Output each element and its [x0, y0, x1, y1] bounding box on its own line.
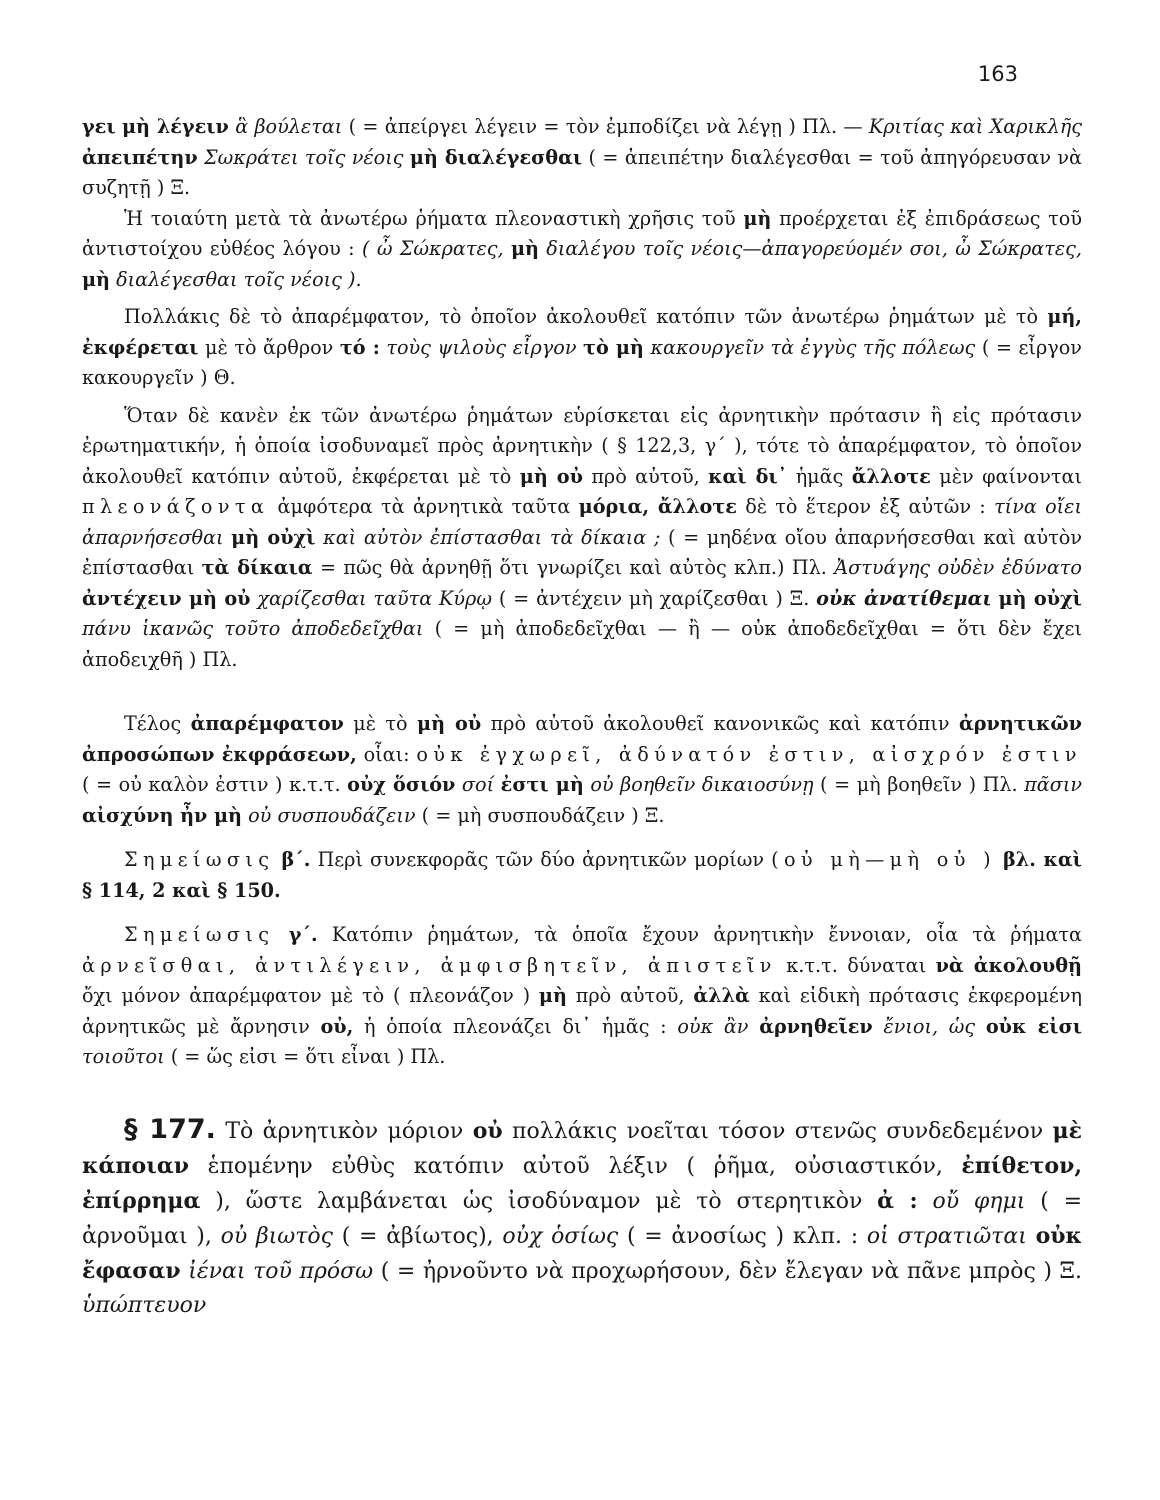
text-run: οὐκ ἐγχωρεῖ, ἀδύνατόν ἐστιν, αἰσχρόν ἐστιν	[416, 742, 1082, 766]
text-run: οὔ φημι	[932, 1188, 1026, 1214]
text-run: καὶ εἰδικὴ πρότασις ἐκφερομένη ἀρνητικῶς μὲ ἄρνησιν	[82, 984, 1082, 1038]
text-run: ἐπίθετον, ἐπίρρημα	[82, 1152, 1082, 1214]
text-run: ἃ βούλεται	[235, 115, 343, 138]
text-run: μὴ	[538, 984, 567, 1007]
text-run: οἷαι:	[363, 742, 410, 766]
text-run: τοὺς ψιλοὺς εἶργον	[386, 335, 577, 359]
text-run: ἀμφότερα τὰ ἀρνητικὰ ταῦτα	[277, 495, 571, 518]
text-run: οὐκ εἰσι	[985, 1014, 1083, 1038]
text-run: Σημείωσις	[124, 923, 275, 946]
text-run: ( = ἀπείργει λέγειν = τὸν ἐμποδίζει νὰ λέγῃ ) Πλ. —	[348, 115, 863, 138]
text-run: ἀντέχειν μὴ οὐ	[82, 586, 251, 610]
text-run: γ΄.	[288, 923, 318, 946]
text-run: οὐ βιωτὸς	[220, 1223, 333, 1249]
text-run: σοί	[461, 773, 495, 796]
text-run: κακουργεῖν τὰ ἐγγὺς τῆς πόλεως	[650, 335, 976, 359]
paragraph-4	[82, 401, 1082, 676]
text-run: τοιοῦτοι	[82, 1045, 165, 1068]
text-run: οὐκ ἔφασαν	[82, 1222, 1082, 1284]
text-run: οὐκ ἂν	[677, 1014, 749, 1038]
text-run: Τὸ ἀρνητικὸν μόριον	[225, 1118, 464, 1144]
text-run: τὰ δίκαια	[201, 556, 313, 579]
text-run: οὐχ ὁσίως	[502, 1223, 619, 1249]
text-run: ( = εἶργον κακουργεῖν ) Θ.	[82, 335, 1082, 389]
text-run: οἱ στρατιῶται	[866, 1223, 1027, 1249]
text-run: χαρίζεσθαι ταῦτα Κύρῳ	[257, 586, 492, 610]
text-run: ( = μηδένα οἴου ἀπαρνήσεσθαι καὶ αὐτὸν ἐπίστασθαι	[82, 525, 1082, 579]
text-run: ἀλλὰ	[693, 984, 750, 1007]
text-run: ( = μὴ συσπουδάζειν ) Ξ.	[421, 803, 665, 827]
text-run: πολλάκις νοεῖται τόσον στενῶς συνδεδεμένον	[512, 1118, 1044, 1144]
text-run: ἔνιοι, ὡς	[883, 1014, 976, 1038]
text-run: ἡ ὁποία πλεονάζει δι᾽ ἡμᾶς :	[363, 1014, 667, 1038]
text-run: ἀρνηθεῖεν	[759, 1014, 873, 1038]
paragraph-7	[82, 920, 1082, 1073]
text-run: ( = ἀνοσίως ) κλπ. :	[626, 1223, 859, 1249]
text-run: ( = ἀρνοῦμαι ),	[82, 1188, 1083, 1249]
text-run: ἰέναι τοῦ πρόσω	[188, 1258, 374, 1284]
text-run: οὐκ ἀνατίθεμαι	[816, 586, 992, 610]
text-run: πρὸ αὐτοῦ,	[575, 984, 685, 1007]
text-run: Περὶ συνεκφορᾶς τῶν δύο ἀρνητικῶν μορίων	[317, 848, 765, 871]
text-run: Κατόπιν ῥημάτων, τὰ ὁποῖα ἔχουν ἀρνητικὴν ἔννοιαν, οἷα τὰ ῥήματα	[331, 923, 1082, 946]
text-run: Σημείωσις	[124, 848, 275, 871]
text-run: μὲ κάποιαν	[82, 1117, 1082, 1179]
text-run: πᾶσιν	[1024, 773, 1083, 796]
text-run: μὴ διαλέγεσθαι	[409, 145, 583, 169]
text-run: ἑπομένην εὐθὺς κατόπιν αὐτοῦ λέξιν ( ῥῆμα, οὐσιαστικόν,	[207, 1153, 943, 1179]
text-run: ( = ἀντέχειν μὴ χαρίζεσθαι ) Ξ.	[498, 586, 810, 610]
text-run: διαλέγου τοῖς νέοις—ἀπαγορεύομέν σοι, ὦ Σώκρατες,	[546, 237, 1082, 260]
text-run: δὲ τὸ ἕτερον ἐξ αὐτῶν :	[745, 495, 986, 518]
text-run: καὶ δι᾽	[708, 464, 788, 488]
text-run: ἀπαρέμφατον	[190, 712, 344, 735]
text-run: πάνυ ἱκανῶς τοῦτο ἀποδεδεῖχθαι	[82, 617, 424, 640]
text-run: τίνα οἴει ἀπαρνήσεσθαι	[82, 495, 1082, 549]
text-run: ἡμᾶς	[795, 464, 844, 488]
text-run: ( = μὴ βοηθεῖν ) Πλ.	[820, 773, 1018, 796]
paragraph-2	[82, 204, 1082, 296]
text-run: προέρχεται ἐξ ἐπιδράσεως τοῦ ἀντιστοίχου εὐθέος λόγου :	[82, 206, 1083, 260]
text-run: γει	[82, 115, 116, 138]
text-run: ), ὥστε λαμβάνεται ὡς ἰσοδύναμον μὲ τὸ στερητικὸν	[215, 1188, 863, 1214]
text-run: ( = ἀβίωτος),	[341, 1223, 494, 1249]
text-run: βλ. καὶ § 114, 2 καὶ § 150.	[82, 848, 1082, 902]
text-run: μὲν φαίνονται	[939, 464, 1082, 488]
paragraph-3	[82, 302, 1082, 394]
text-run: = πῶς θὰ ἀρνηθῇ ὅτι γνωρίζει καὶ αὐτὸς κλπ.) Πλ.	[319, 556, 827, 579]
text-run: μὴ λέγειν	[121, 115, 229, 138]
text-run: ( = ἀπειπέτην διαλέγεσθαι = τοῦ ἀπηγόρευσαν νὰ συζητῇ ) Ξ.	[82, 145, 1082, 199]
text-run: Πολλάκις δὲ τὸ ἀπαρέμφατον, τὸ ὁποῖον ἀκολουθεῖ κατόπιν τῶν ἀνωτέρω ῥημάτων μὲ τὸ	[124, 305, 1039, 328]
text-run: μὴ	[510, 237, 539, 260]
text-run: μὴ	[82, 267, 110, 291]
text-run: ἐκφέρεται	[82, 335, 199, 359]
section-number: § 177.	[124, 1113, 216, 1145]
paragraph-5	[82, 709, 1082, 831]
paragraph-6	[82, 845, 1082, 906]
text-run: μὴ	[743, 206, 772, 230]
text-run: καὶ αὐτὸν ἐπίστασθαι τὰ δίκαια ;	[323, 525, 661, 549]
text-run: αἰσχύνη ἦν μὴ	[82, 803, 243, 827]
text-run: κ.τ.τ. δύναται	[786, 953, 927, 977]
text-run: διαλέγεσθαι τοῖς νέοις ).	[116, 267, 362, 291]
page-body	[82, 112, 1082, 1323]
text-run: μόρια, ἄλλοτε	[578, 495, 737, 518]
text-run: νὰ ἀκολουθῇ	[935, 953, 1082, 977]
text-run: μὴ οὐ	[519, 464, 583, 488]
text-run: μὴ οὐχὶ	[998, 586, 1082, 610]
text-run: μή,	[1047, 305, 1082, 328]
text-run: Κριτίας καὶ Χαρικλῆς	[868, 115, 1082, 138]
text-run: μὲ τὸ ἄρθρον	[205, 335, 334, 359]
text-run: ( = ἠρνοῦντο νὰ προχωρήσουν, δὲν ἔλεγαν νὰ πᾶνε μπρὸς ) Ξ.	[380, 1258, 1083, 1284]
text-run: ἀ :	[877, 1187, 918, 1214]
text-run: ἀπειπέτην	[82, 145, 198, 169]
text-run: Τέλος	[124, 712, 182, 735]
text-run: τό :	[339, 335, 380, 359]
text-run: ( = ὥς εἰσι = ὅτι εἶναι ) Πλ.	[170, 1045, 446, 1068]
text-run: Ἡ τοιαύτη μετὰ τὰ ἀνωτέρω ῥήματα πλεοναστικὴ χρῆσις τοῦ	[124, 206, 736, 230]
text-run: οὐχ ὅσιόν	[347, 773, 456, 796]
text-run: μὴ οὐχὶ	[231, 525, 316, 549]
text-run: Σωκράτει τοῖς νέοις	[204, 145, 404, 169]
text-run: ὄχι μόνον ἀπαρέμφατον μὲ τὸ ( πλεονάζον )	[82, 984, 531, 1007]
text-run: τὸ μὴ	[583, 335, 644, 359]
text-run: ἄλλοτε	[851, 464, 931, 488]
section-177	[82, 1113, 1082, 1323]
text-run: πρὸ αὐτοῦ ἀκολουθεῖ κανονικῶς καὶ κατόπιν	[490, 712, 950, 735]
text-run: πρὸ αὐτοῦ,	[591, 464, 700, 488]
text-run: ὑπώπτευον	[82, 1292, 207, 1318]
paragraph-1	[82, 112, 1082, 204]
text-run: πλεονάζοντα	[82, 495, 270, 518]
text-run: ἐστι μὴ	[500, 773, 584, 796]
text-run: μὴ οὐ	[417, 712, 482, 735]
text-run: οὐ βοηθεῖν δικαιοσύνῃ	[590, 773, 814, 796]
text-run: ἀρνεῖσθαι, ἀντιλέγειν, ἀμφισβητεῖν, ἀπιστεῖν	[82, 953, 777, 977]
text-run: οὐ	[472, 1117, 503, 1144]
text-run: Ἀστυάγης οὐδὲν ἐδύνατο	[834, 556, 1082, 579]
text-run: μὲ τὸ	[353, 712, 408, 735]
text-run: οὐ συσπουδάζειν	[248, 803, 416, 827]
text-run: (οὐ μὴ—μὴ οὐ )	[771, 848, 997, 871]
text-run: β΄.	[281, 848, 311, 871]
text-run: ( = μὴ ἀποδεδεῖχθαι — ἢ — οὐκ ἀποδεδεῖχθαι = ὅτι δὲν ἔχει ἀποδειχθῆ ) Πλ.	[82, 617, 1082, 671]
text-run: ἀρνητικῶν ἀπροσώπων ἐκφράσεων,	[82, 712, 1082, 766]
text-run: Ὅταν δὲ κανὲν ἐκ τῶν ἀνωτέρω ῥημάτων εὑρίσκεται εἰς ἀρνητικὴν πρότασιν ἢ εἰς πρότασιν ἐρωτηματικήν, ἡ ὁποία ἰσοδυναμεῖ πρὸς ἀρνητικὴν ( § 122,3, γ΄ ), τότε τὸ ἀπαρέμφατον, τὸ ὁποῖον ἀκολουθεῖ κατόπιν αὐτοῦ, ἐκφέρεται μὲ τὸ	[82, 403, 1082, 488]
text-run: ( ὦ Σώκρατες,	[362, 237, 504, 260]
page-number: 163	[977, 62, 1018, 86]
text-run: ( = οὐ καλὸν ἐστιν ) κ.τ.τ.	[82, 773, 341, 796]
text-run: οὐ,	[320, 1014, 354, 1038]
